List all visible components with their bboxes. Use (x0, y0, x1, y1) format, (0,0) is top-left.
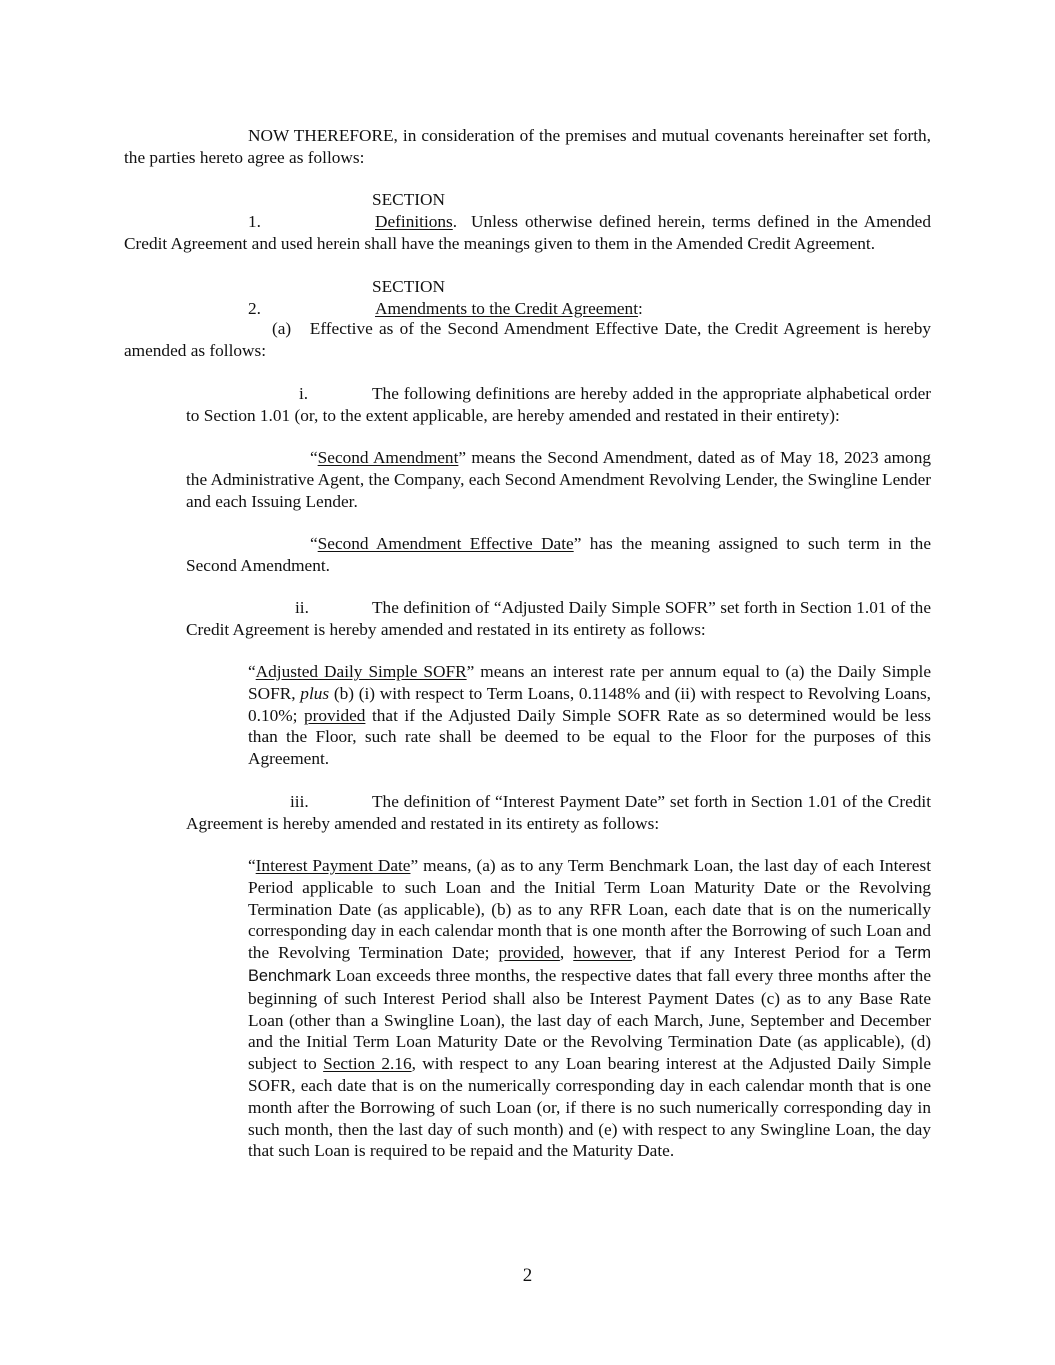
adjusted-sofr-provided: provided (303, 705, 366, 725)
interest-payment-date-term: Interest Payment Date (255, 856, 411, 875)
interest-payment-date-definition: “Interest Payment Date” means, (a) as to any Term Benchmark Loan, the last day of each Interest Period applicable to such Loan and the Initial Term Loan Maturity Date or the Revolving Termination Date (as applicable), (b) as to any RFR Loan, each date that is on the numerically corresponding day in each calendar month that is one month after the Borrowing of such Loan and the Revolving Termination Date; provided, however, that if any Interest Period for a Term Benchmark Loan exceeds three months, the respective dates that fall every three months after the beginning of such Interest Period shall also be Interest Payment Dates (c) as to any Base Rate Loan (other than a Swingline Loan), the last day of each March, June, September and December and the Initial Term Loan Maturity Date or the Revolving Termination Date (as applicable), (d) subject to Section 2.16, with respect to any Loan bearing interest at the Adjusted Daily Simple SOFR, each date that is on the numerically corresponding day in each calendar month that is one month after the Borrowing of such Loan (or, if there is no such numerically corresponding day in such month, then the last day of such month) and (e) with respect to any Swingline Loan, the day that such Loan is required to be repaid and the Maturity Date. (248, 856, 932, 1161)
second-amendment-effective-date-body: has the meaning assigned to such term in the Second Amendment. (186, 534, 931, 575)
ipd-term-benchmark: Term Benchmark (248, 944, 932, 985)
adjusted-daily-simple-sofr-definition: “Adjusted Daily Simple SOFR” means an interest rate per annum equal to (a) the Daily Simple SOFR, plus (b) (i) with respect to Term Loans, 0.1148% and (ii) with respect to Revolving Loans, 0.10%; provided that if the Adjusted Daily Simple SOFR Rate as so determined would be less than the Floor, such rate shall be deemed to be equal to the Floor for the purposes of this Agreement. (248, 662, 931, 769)
second-amendment-body: means the Second Amendment, dated as of May 18, 2023 among the Administrative Agent, the Company, each Second Amendment Revolving Lender, the Swingline Lender and each Issuing Lender. (186, 448, 931, 511)
item-ii-paragraph (186, 597, 931, 641)
page-number: 2 (522, 1265, 533, 1286)
adjusted-sofr-part2: (b) (i) with respect to Term Loans, 0.1148% and (ii) with respect to Revolving Loans, 0.10%; (248, 683, 931, 725)
ipd-provided: provided (498, 943, 560, 963)
item-iii-numeral: iii. (290, 792, 309, 811)
second-amendment-term: Second Amendment (317, 448, 459, 467)
ipd-section-reference: Section 2.16 (323, 1054, 412, 1074)
section-2-paragraph (124, 276, 931, 320)
section-1-body: Unless otherwise defined herein, terms defined in the Amended Credit Agreement and used herein shall have the meanings given to them in the Amended Credit Agreement. (124, 211, 931, 253)
ipd-separator: , (559, 943, 565, 963)
ipd-however: however (573, 943, 633, 963)
section-2-number: SECTION 2. (248, 277, 445, 318)
preamble-text: NOW THEREFORE, in consideration of the premises and mutual covenants hereinafter set forth, the parties hereto agree as follows: (124, 126, 931, 167)
item-i-paragraph (186, 383, 931, 427)
item-i-text: The following definitions are hereby added in the appropriate alphabetical order to Section 1.01 (or, to the extent applicable, are hereby amended and restated in their entirety): (186, 384, 931, 425)
item-ii-numeral: ii. (295, 598, 309, 617)
second-amendment-definition: “Second Amendment” means the Second Amendment, dated as of May 18, 2023 among the Administrative Agent, the Company, each Second Amendment Revolving Lender, the Swingline Lender and each Issuing Lender. (186, 448, 931, 511)
ipd-part2: , that if any Interest Period for a (632, 943, 886, 963)
clause-a-paragraph (124, 318, 931, 362)
section-1-number: SECTION 1. (248, 190, 445, 231)
item-i-numeral: i. (299, 384, 309, 403)
section-1-heading-punct: . (452, 211, 458, 231)
preamble-paragraph (124, 125, 931, 169)
section-2-heading: Amendments to the Credit Agreement (375, 298, 638, 318)
clause-a-text: Effective as of the Second Amendment Effective Date, the Credit Agreement is hereby amended as follows: (124, 319, 931, 360)
section-1-heading: Definitions (375, 211, 453, 231)
item-iii-paragraph (186, 791, 931, 835)
second-amendment-effective-date-term: Second Amendment Effective Date (317, 534, 574, 553)
clause-a-marker: (a) (272, 319, 292, 338)
ipd-part4: , with respect to any Loan bearing interest at the Adjusted Daily Simple SOFR, each date that is on the numerically corresponding day in each calendar month that is one month after the Borrowing of such Loan (or, if there is no such numerically corresponding day in such month, then the last day of such month) and (e) with respect to any Swingline Loan, the day that such Loan is required to be repaid and the Maturity Date. (248, 1054, 931, 1161)
ipd-part1: means, (a) as to any Term Benchmark Loan, the last day of each Interest Period applicable to such Loan and the Initial Term Loan Maturity Date or the Revolving Termination Date (as applicable), (b) as to any RFR Loan, each date that is on the numerically corresponding day in each calendar month that is one month after the Borrowing of such Loan and the Revolving Termination Date; (248, 856, 931, 963)
section-1-paragraph (124, 189, 931, 254)
adjusted-daily-simple-sofr-term: Adjusted Daily Simple SOFR (255, 662, 467, 681)
ipd-part3: Loan exceeds three months, the respective dates that fall every three months after the beginning of such Interest Period shall also be Interest Payment Dates (c) as to any Base Rate Loan (other than a Swingline Loan), the last day of each March, June, September and December and the Initial Term Loan Maturity Date or the Revolving Termination Date (as applicable), (d) subject to (248, 965, 931, 1074)
item-ii-text: The definition of “Adjusted Daily Simple SOFR” set forth in Section 1.01 of the Credit Agreement is hereby amended and restated in its entirety as follows: (186, 598, 931, 639)
adjusted-sofr-part1: means an interest rate per annum equal to (a) the Daily Simple SOFR, (248, 662, 931, 703)
adjusted-sofr-plus: plus (300, 683, 330, 703)
item-iii-text: The definition of “Interest Payment Date” set forth in Section 1.01 of the Credit Agreement is hereby amended and restated in its entirety as follows: (186, 792, 931, 833)
second-amendment-effective-date-definition: “Second Amendment Effective Date” has the meaning assigned to such term in the Second Amendment. (186, 534, 931, 575)
adjusted-sofr-part3: that if the Adjusted Daily Simple SOFR Rate as so determined would be less than the Floor, such rate shall be deemed to be equal to the Floor for the purposes of this Agreement. (248, 705, 931, 769)
section-2-heading-punct: : (638, 298, 643, 318)
